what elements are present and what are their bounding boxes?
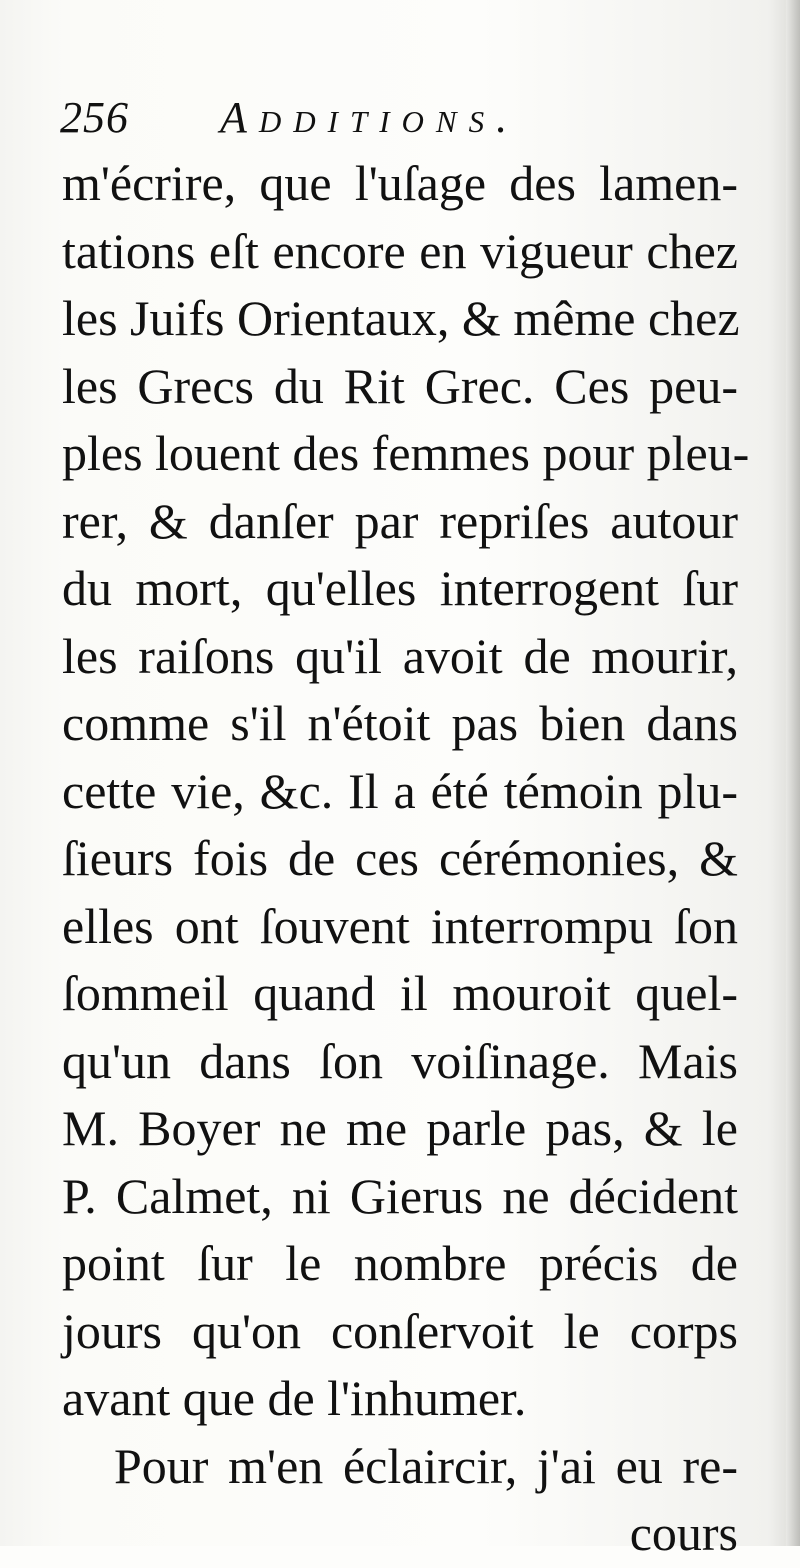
text-line: les Grecs du Rit Grec. Ces peu- (62, 357, 738, 414)
text-line: elles ont ſouvent interrompu ſon (62, 897, 738, 954)
text-line: rer, & danſer par repriſes autour (62, 492, 738, 549)
text-line: comme s'il n'étoit pas bien dans (62, 695, 738, 751)
text-line: m'écrire, que l'uſage des lamen- (62, 155, 738, 211)
page-header (60, 92, 740, 152)
page-number: 256 (60, 93, 129, 142)
text-line: jours qu'on conſervoit le corps (62, 1302, 738, 1359)
text-line: ples louent des femmes pour pleu- (62, 425, 750, 481)
text-line: qu'un dans ſon voiſinage. Mais (62, 1032, 738, 1089)
body-text (62, 150, 750, 1568)
text-line: point ſur le nombre précis de (62, 1235, 738, 1291)
catchword: cours (629, 1505, 738, 1561)
text-line-paragraph-start: Pour m'en éclaircir, j'ai eu re- (114, 1437, 738, 1494)
page-gutter-shadow (786, 0, 800, 1546)
text-line: ſommeil quand il mouroit quel- (62, 965, 738, 1021)
text-line: du mort, qu'elles interrogent ſur (62, 560, 738, 616)
text-line: les raiſons qu'il avoit de mourir, (62, 627, 738, 684)
text-line-paragraph-end: avant que de l'inhumer. (62, 1370, 527, 1426)
text-line: tations eſt encore en vigueur chez (62, 222, 738, 279)
text-line: M. Boyer ne me parle pas, & le (62, 1100, 738, 1156)
text-line: ſieurs fois de ces cérémonies, & (62, 830, 738, 886)
running-head: Additions. (220, 93, 520, 142)
text-line: les Juifs Orientaux, & même chez (62, 290, 740, 346)
text-line: P. Calmet, ni Gierus ne décident (62, 1167, 738, 1224)
text-line: cette vie, &c. Il a été témoin plu- (62, 762, 738, 819)
